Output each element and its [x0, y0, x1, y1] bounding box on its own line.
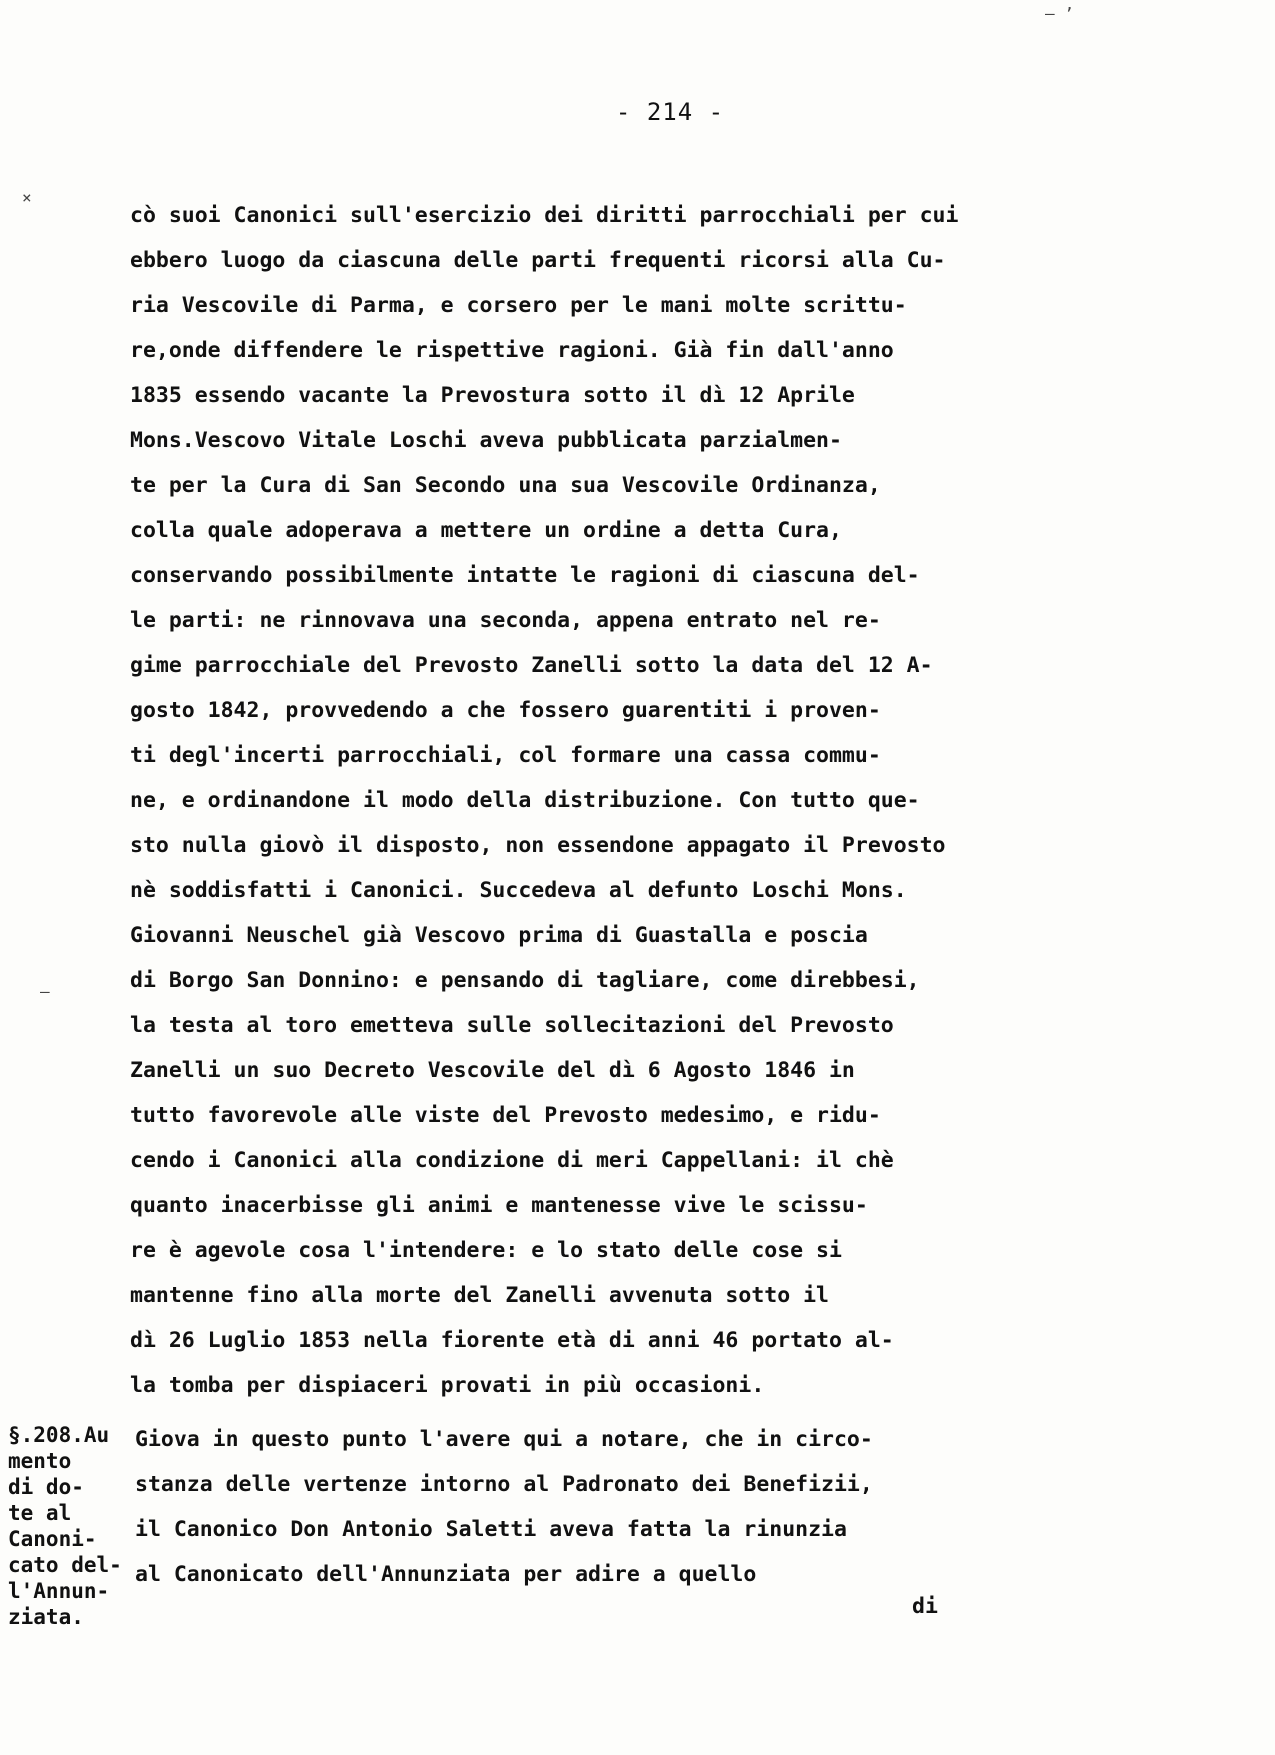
body-text	[130, 193, 1130, 1408]
text-line: colla quale adoperava a mettere un ordine a detta Cura,	[130, 518, 842, 543]
text-line: Zanelli un suo Decreto Vescovile del dì 6 Agosto 1846 in	[130, 1058, 855, 1083]
text-line: al Canonicato dell'Annunziata per adire a quello	[135, 1562, 757, 1587]
text-line: ria Vescovile di Parma, e corsero per le mani molte scrittu-	[130, 293, 907, 318]
text-line: la testa al toro emetteva sulle sollecitazioni del Prevosto	[130, 1013, 894, 1038]
scan-mark: ×	[22, 188, 32, 207]
text-line: Giovanni Neuschel già Vescovo prima di Guastalla e poscia	[130, 923, 868, 948]
text-line: di Borgo San Donnino: e pensando di tagliare, come direbbesi,	[130, 968, 920, 993]
text-line: ebbero luogo da ciascuna delle parti frequenti ricorsi alla Cu-	[130, 248, 946, 273]
scan-mark: —	[40, 982, 50, 1001]
text-line: nè soddisfatti i Canonici. Succedeva al defunto Loschi Mons.	[130, 878, 907, 903]
text-line: re,onde diffendere le rispettive ragioni. Già fin dall'anno	[130, 338, 894, 363]
text-line: cendo i Canonici alla condizione di meri Cappellani: il chè	[130, 1148, 894, 1173]
text-line: gime parrocchiale del Prevosto Zanelli sotto la data del 12 A-	[130, 653, 933, 678]
text-line: gosto 1842, provvedendo a che fossero guarentiti i proven-	[130, 698, 881, 723]
text-line: 1835 essendo vacante la Prevostura sotto il dì 12 Aprile	[130, 383, 855, 408]
text-line: le parti: ne rinnovava una seconda, appena entrato nel re-	[130, 608, 881, 633]
text-line: Mons.Vescovo Vitale Loschi aveva pubblicata parzialmen-	[130, 428, 842, 453]
text-line: ne, e ordinandone il modo della distribuzione. Con tutto que-	[130, 788, 920, 813]
page-number: - 214 -	[615, 98, 725, 126]
text-line: tutto favorevole alle viste del Prevosto medesimo, e ridu-	[130, 1103, 881, 1128]
text-line: te per la Cura di San Secondo una sua Vescovile Ordinanza,	[130, 473, 881, 498]
text-line: il Canonico Don Antonio Saletti aveva fatta la rinunzia	[135, 1517, 847, 1542]
text-line: mantenne fino alla morte del Zanelli avvenuta sotto il	[130, 1283, 829, 1308]
section-text	[135, 1417, 1125, 1597]
text-line: conservando possibilmente intatte le ragioni di ciascuna del-	[130, 563, 920, 588]
text-line: re è agevole cosa l'intendere: e lo stato delle cose si	[130, 1238, 842, 1263]
text-line: cò suoi Canonici sull'esercizio dei diritti parrocchiali per cui	[130, 203, 959, 228]
text-line: dì 26 Luglio 1853 nella fiorente età di anni 46 portato al-	[130, 1328, 894, 1353]
catchword: di	[912, 1594, 938, 1619]
text-line: la tomba per dispiaceri provati in più occasioni.	[130, 1373, 765, 1398]
margin-note: §.208.Au mento di do- te al Canoni- cato del- l'Annun- ziata.	[8, 1423, 122, 1629]
text-line: quanto inacerbisse gli animi e mantenesse vive le scissu-	[130, 1193, 868, 1218]
text-line: Giova in questo punto l'avere qui a notare, che in circo-	[135, 1427, 873, 1452]
text-line: ti degl'incerti parrocchiali, col formare una cassa commu-	[130, 743, 881, 768]
text-line: sto nulla giovò il disposto, non essendone appagato il Prevosto	[130, 833, 946, 858]
scan-mark: — ’	[1045, 4, 1074, 23]
text-line: stanza delle vertenze intorno al Padronato dei Benefizii,	[135, 1472, 873, 1497]
